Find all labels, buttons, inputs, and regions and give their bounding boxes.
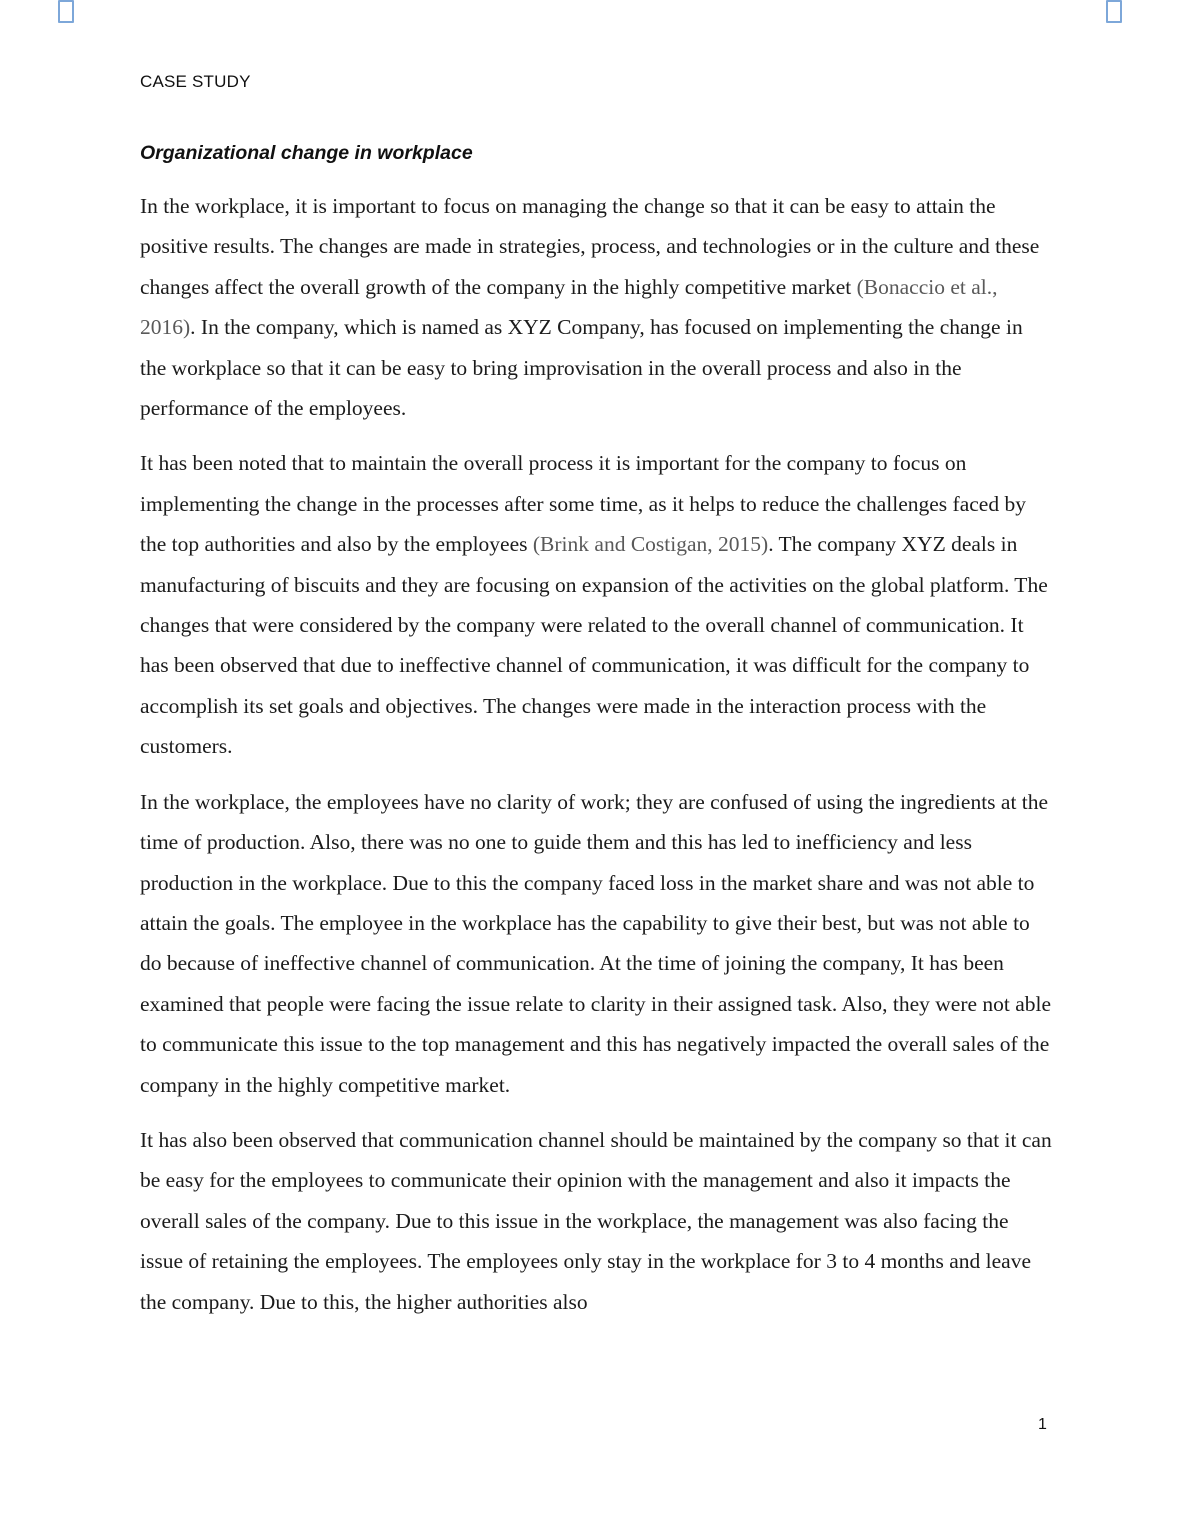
- body-text: It has been noted that to maintain the overall process it is important for the company to focus on implementing the change in the processes after some time, as it helps to reduce the challenges faced by the top authorities and also by the employees: [140, 451, 1026, 557]
- body-text: It has also been observed that communication channel should be maintained by the company so that it can be easy for the employees to communicate their opinion with the management and also it impacts the overall sales of the company. Due to this issue in the workplace, the management was also facing the issue of retaining the employees. The employees only stay in the workplace for 3 to 4 months and leave the company. Due to this, the higher authorities also: [140, 1127, 1052, 1314]
- paragraph-2: [140, 443, 1052, 766]
- placeholder-glyph-icon: [58, 0, 74, 23]
- body-text: In the workplace, the employees have no clarity of work; they are confused of using the ingredients at the time of production. Also, there was no one to guide them and this has led to inefficiency and less production in the workplace. Due to this the company faced loss in the market share and was not able to attain the goals. The employee in the workplace has the capability to give their best, but was not able to do because of ineffective channel of communication. At the time of joining the company, It has been examined that people were facing the issue relate to clarity in their assigned task. Also, they were not able to communicate this issue to the top management and this has negatively impacted the overall sales of the company in the highly competitive market.: [140, 789, 1052, 1097]
- page-number: 1: [1038, 1416, 1047, 1433]
- running-header: CASE STUDY: [140, 72, 251, 91]
- body-text: . The company XYZ deals in manufacturing of biscuits and they are focusing on expansion of the activities on the global platform. The changes that were considered by the company were related to the overall channel of communication. It has been observed that due to ineffective channel of communication, it was difficult for the company to accomplish its set goals and objectives. The changes were made in the interaction process with the customers.: [140, 532, 1048, 759]
- paragraph-4: [140, 1120, 1052, 1322]
- placeholder-glyph-icon: [1106, 0, 1122, 23]
- citation: (Brink and Costigan, 2015): [532, 532, 769, 557]
- document-body: [140, 186, 1052, 1337]
- paragraph-1: [140, 186, 1052, 428]
- paragraph-3: [140, 782, 1052, 1105]
- body-text: In the workplace, it is important to focus on managing the change so that it can be easy to attain the positive results. The changes are made in strategies, process, and technologies or in the culture and these changes affect the overall growth of the company in the highly competitive market: [140, 194, 1040, 299]
- section-title: Organizational change in workplace: [140, 142, 473, 164]
- citation: (Bonaccio et al., 2016): [140, 274, 998, 340]
- body-text: . In the company, which is named as XYZ Company, has focused on implementing the change in the workplace so that it can be easy to bring improvisation in the overall process and also in the performance of the employees.: [140, 315, 1023, 421]
